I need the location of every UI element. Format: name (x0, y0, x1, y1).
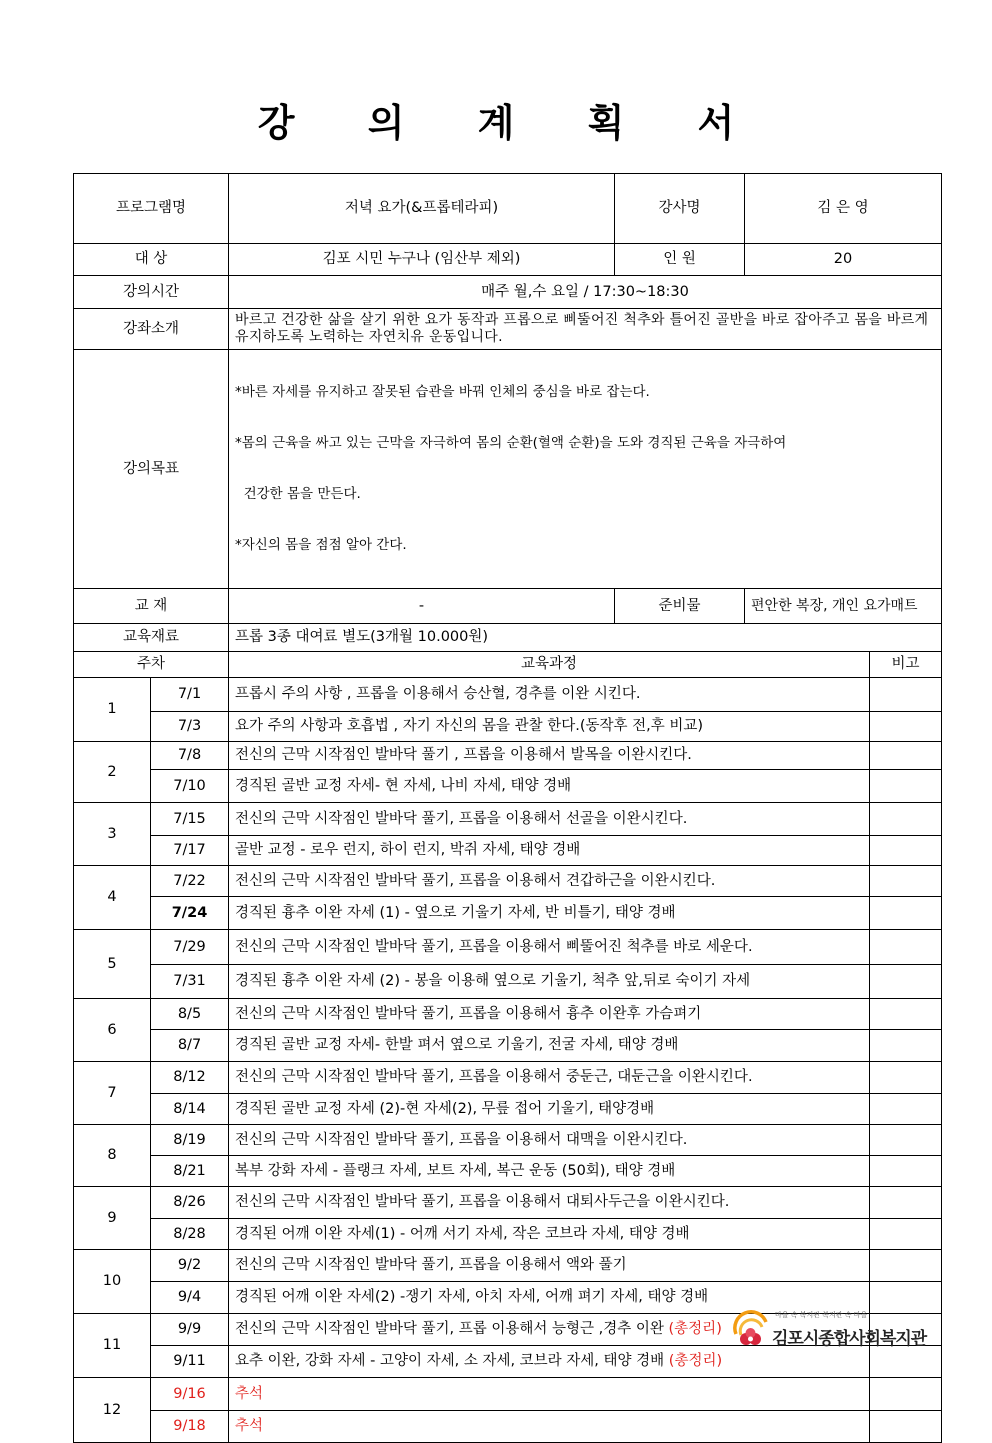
session-note (870, 770, 942, 803)
session-date: 9/16 (151, 1378, 229, 1411)
session-content (229, 1156, 870, 1187)
organization-logo (730, 1308, 930, 1353)
session-date: 8/19 (151, 1125, 229, 1156)
goal-label: 강의목표 (74, 350, 229, 589)
logo-name: 김포시종합사회복지관 (772, 1329, 927, 1349)
goal-line: *바른 자세를 유지하고 잘못된 습관을 바꿔 인체의 중심을 바로 잡는다. (235, 384, 650, 400)
session-content (229, 1030, 870, 1062)
session-date: 8/12 (151, 1062, 229, 1094)
session-date: 7/1 (151, 678, 229, 712)
session-content-text: 복부 강화 자세 - 플랭크 자세, 보트 자세, 복근 운동 (50회), 태양 경배 (235, 1162, 676, 1179)
session-date: 8/7 (151, 1030, 229, 1062)
logo-mark-icon (730, 1308, 774, 1352)
week-header: 주차 (74, 652, 229, 678)
textbook-row (74, 589, 942, 624)
schedule-row (74, 897, 942, 930)
week-number: 1 (74, 678, 151, 742)
schedule-row (74, 1219, 942, 1250)
schedule-row (74, 1094, 942, 1125)
schedule-row (74, 1250, 942, 1282)
session-content-text: 전신의 근막 시작점인 발바닥 풀기, 프롭 이용해서 능형근 ,경추 이완 (235, 1321, 669, 1337)
session-note (870, 965, 942, 999)
session-note (870, 897, 942, 930)
session-note (870, 678, 942, 712)
schedule-row (74, 1411, 942, 1443)
session-note (870, 1125, 942, 1156)
instructor-value: 김 은 영 (745, 174, 942, 244)
week-number: 4 (74, 866, 151, 930)
schedule-row (74, 678, 942, 712)
schedule-row (74, 1156, 942, 1187)
session-content (229, 770, 870, 803)
session-content-text: 요가 주의 사항과 호흡법 , 자기 자신의 몸을 관찰 한다.(동작후 전,후 비교) (235, 718, 704, 734)
material-label: 교육재료 (74, 624, 229, 652)
schedule-row (74, 803, 942, 836)
summary-badge: (총정리) (668, 1321, 722, 1337)
lecture-plan-table (73, 173, 942, 1443)
session-content-text: 요추 이완, 강화 자세 - 고양이 자세, 소 자세, 코브라 자세, 태양 경배 (235, 1353, 669, 1369)
session-content (229, 930, 870, 965)
session-date: 7/17 (151, 836, 229, 866)
session-content-text: 골반 교정 - 로우 런지, 하이 런지, 박쥐 자세, 태양 경배 (235, 842, 581, 858)
schedule-row (74, 866, 942, 897)
session-content-text: 전신의 근막 시작점인 발바닥 풀기, 프롭을 이용해서 액와 풀기 (235, 1257, 627, 1273)
week-number: 8 (74, 1125, 151, 1187)
time-label: 강의시간 (74, 276, 229, 309)
session-note (870, 1094, 942, 1125)
time-value: 매주 월,수 요일 / 17:30~18:30 (229, 276, 942, 309)
schedule-row (74, 712, 942, 742)
session-content (229, 1125, 870, 1156)
session-date: 7/3 (151, 712, 229, 742)
session-content-text: 경직된 흉추 이완 자세 (2) - 봉을 이용해 옆으로 기울기, 척추 앞,뒤로 숙이기 자세 (235, 973, 751, 989)
session-date: 7/29 (151, 930, 229, 965)
session-content-text: 전신의 근막 시작점인 발바닥 풀기 , 프롭을 이용해서 발목을 이완시킨다. (235, 747, 692, 763)
goal-row (74, 350, 942, 589)
session-date: 9/9 (151, 1314, 229, 1346)
session-content (229, 1094, 870, 1125)
schedule-row (74, 930, 942, 965)
intro-value: 바르고 건강한 삶을 살기 위한 요가 동작과 프롭으로 삐뚤어진 척추와 틀어진 골반을 바로 잡아주고 몸을 바르게 유지하도록 노력하는 자연치유 운동입니다. (229, 309, 942, 350)
week-number: 2 (74, 742, 151, 803)
session-content-text: 전신의 근막 시작점인 발바닥 풀기, 프롭을 이용해서 중둔근, 대둔근을 이완시킨다. (235, 1069, 753, 1085)
session-note (870, 930, 942, 965)
session-content-text: 경직된 흉추 이완 자세 (1) - 옆으로 기울기 자세, 반 비틀기, 태양 경배 (235, 904, 676, 921)
program-label: 프로그램명 (74, 174, 229, 244)
session-content (229, 897, 870, 930)
week-number: 9 (74, 1187, 151, 1250)
schedule-header-row (74, 652, 942, 678)
session-content (229, 712, 870, 742)
count-label: 인 원 (615, 244, 745, 276)
summary-badge: (총정리) (668, 1353, 723, 1369)
prep-label: 준비물 (615, 589, 745, 624)
goal-line: 건강한 몸을 만든다. (235, 486, 361, 502)
count-value: 20 (745, 244, 942, 276)
week-number: 11 (74, 1314, 151, 1378)
week-number: 10 (74, 1250, 151, 1314)
session-content (229, 866, 870, 897)
schedule-row (74, 836, 942, 866)
session-date: 7/31 (151, 965, 229, 999)
session-note (870, 1030, 942, 1062)
session-note (870, 836, 942, 866)
schedule-row (74, 1125, 942, 1156)
session-note (870, 1156, 942, 1187)
session-content-text: 추석 (235, 1418, 264, 1434)
session-note (870, 1378, 942, 1411)
session-content-text: 프롭시 주의 사항 , 프롭을 이용해서 승산혈, 경추를 이완 시킨다. (235, 686, 641, 702)
schedule-row (74, 742, 942, 770)
session-note (870, 1219, 942, 1250)
session-note (870, 742, 942, 770)
logo-tagline: 마을 속 복지관 복지관 속 마을 (775, 1311, 868, 1319)
week-number: 3 (74, 803, 151, 866)
session-date: 8/21 (151, 1156, 229, 1187)
session-date: 7/8 (151, 742, 229, 770)
goal-value (229, 350, 942, 589)
session-content-text: 경직된 골반 교정 자세 (2)-현 자세(2), 무릎 접어 기울기, 태양경배 (235, 1100, 655, 1117)
session-note (870, 1187, 942, 1219)
session-note (870, 1250, 942, 1282)
session-content (229, 1187, 870, 1219)
session-content-text: 전신의 근막 시작점인 발바닥 풀기, 프롭을 이용해서 대퇴사두근을 이완시킨다. (235, 1194, 730, 1210)
session-note (870, 999, 942, 1030)
session-note (870, 1062, 942, 1094)
session-date: 7/15 (151, 803, 229, 836)
textbook-value: - (229, 589, 615, 624)
session-content-text: 전신의 근막 시작점인 발바닥 풀기, 프롭을 이용해서 흉추 이완후 가슴펴기 (235, 1005, 702, 1022)
session-date: 8/5 (151, 999, 229, 1030)
session-content-text: 경직된 어깨 이완 자세(1) - 어깨 서기 자세, 작은 코브라 자세, 태양 경배 (235, 1225, 690, 1242)
session-content-text: 전신의 근막 시작점인 발바닥 풀기, 프롭을 이용해서 삐뚤어진 척추를 바로 세운다. (235, 938, 753, 955)
intro-row (74, 309, 942, 350)
course-header: 교육과정 (229, 652, 870, 678)
week-number: 6 (74, 999, 151, 1062)
page-title: 강 의 계 획 서 (257, 100, 765, 145)
session-note (870, 712, 942, 742)
session-content (229, 1411, 870, 1443)
textbook-label: 교 재 (74, 589, 229, 624)
session-content-text: 전신의 근막 시작점인 발바닥 풀기, 프롭을 이용해서 대맥을 이완시킨다. (235, 1131, 688, 1148)
material-row (74, 624, 942, 652)
program-row (74, 174, 942, 244)
material-value: 프롭 3종 대여료 별도(3개월 10.000원) (229, 624, 942, 652)
session-content-text: 경직된 골반 교정 자세- 현 자세, 나비 자세, 태양 경배 (235, 777, 572, 794)
session-content-text: 추석 (235, 1385, 264, 1402)
session-content (229, 1062, 870, 1094)
session-date: 8/26 (151, 1187, 229, 1219)
session-content-text: 전신의 근막 시작점인 발바닥 풀기, 프롭을 이용해서 선골을 이완시킨다. (235, 810, 688, 827)
session-date: 8/14 (151, 1094, 229, 1125)
session-content (229, 742, 870, 770)
schedule-row (74, 999, 942, 1030)
session-date: 8/28 (151, 1219, 229, 1250)
session-content-text: 경직된 골반 교정 자세- 한발 펴서 옆으로 기울기, 전굴 자세, 태양 경배 (235, 1037, 679, 1053)
session-date: 7/22 (151, 866, 229, 897)
session-content (229, 1250, 870, 1282)
session-content (229, 836, 870, 866)
schedule-row (74, 1378, 942, 1411)
session-note (870, 866, 942, 897)
session-content (229, 803, 870, 836)
session-content-text: 경직된 어깨 이완 자세(2) -쟁기 자세, 아치 자세, 어깨 펴기 자세, 태양 경배 (235, 1289, 709, 1305)
schedule-row (74, 770, 942, 803)
session-date: 7/10 (151, 770, 229, 803)
target-value: 김포 시민 누구나 (임산부 제외) (229, 244, 615, 276)
target-row (74, 244, 942, 276)
session-date: 9/4 (151, 1282, 229, 1314)
week-number: 7 (74, 1062, 151, 1125)
session-content-text: 전신의 근막 시작점인 발바닥 풀기, 프롭을 이용해서 견갑하근을 이완시킨다. (235, 872, 716, 889)
session-content (229, 999, 870, 1030)
prep-value: 편안한 복장, 개인 요가매트 (745, 589, 942, 624)
session-date: 9/2 (151, 1250, 229, 1282)
target-label: 대 상 (74, 244, 229, 276)
note-header: 비고 (870, 652, 942, 678)
session-note (870, 803, 942, 836)
session-date: 9/11 (151, 1346, 229, 1378)
week-number: 5 (74, 930, 151, 999)
session-date: 9/18 (151, 1411, 229, 1443)
intro-label: 강좌소개 (74, 309, 229, 350)
program-value: 저녁 요가(&프롭테라피) (229, 174, 615, 244)
goal-line: *자신의 몸을 점점 알아 간다. (235, 537, 407, 553)
session-content (229, 678, 870, 712)
schedule-row (74, 1062, 942, 1094)
schedule-row (74, 965, 942, 999)
instructor-label: 강사명 (615, 174, 745, 244)
time-row (74, 276, 942, 309)
session-content (229, 1219, 870, 1250)
goal-line: *몸의 근육을 싸고 있는 근막을 자극하여 몸의 순환(혈액 순환)을 도와 경직된 근육을 자극하여 (235, 435, 787, 451)
week-number: 12 (74, 1378, 151, 1443)
schedule-row (74, 1187, 942, 1219)
session-content (229, 1378, 870, 1411)
session-date: 7/24 (151, 897, 229, 930)
schedule-row (74, 1030, 942, 1062)
session-note (870, 1411, 942, 1443)
session-content (229, 965, 870, 999)
